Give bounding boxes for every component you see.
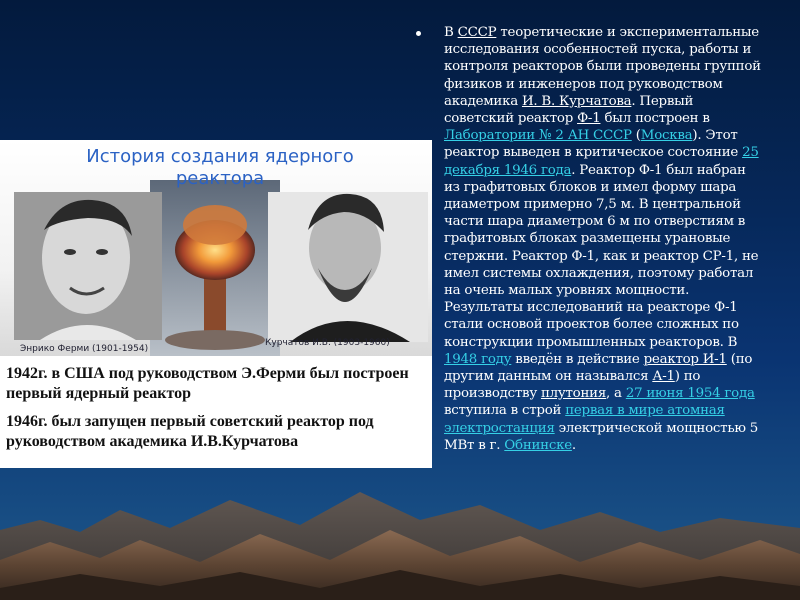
link-june-27-1954[interactable]: 27 июня 1954 года <box>625 386 755 402</box>
history-image-panel <box>0 140 432 468</box>
fact-1946: 1946г. был запущен первый советский реактор под руководством академика И.В.Курчатова <box>6 413 374 450</box>
link-moscow[interactable]: Москва <box>640 128 693 144</box>
text-run: В <box>444 25 458 40</box>
text-run: введён в действие <box>511 351 644 367</box>
text-run: . Реактор Ф-1 был набран из графитовых блоков и имел форму шара диаметром примерно 7,5 м. В центральной части шара диаметром 6 м по отверстиям в графитовых блоках размещены урановые стержни. Реактор Ф-1, как и реактор СР-1, не имел системы охлаждения, поэтому работал на очень малых уровнях мощности. Результаты исследований на реакторе Ф-1 стали основой проектов более сложных по конструкции промышленных реакторов. В <box>444 162 759 350</box>
fermi-caption: Энрико Ферми (1901-1954) <box>20 344 149 354</box>
link-1948[interactable]: 1948 году <box>444 351 512 367</box>
text-run: вступила в строй <box>444 403 566 419</box>
fact-1942: 1942г. в США под руководством Э.Ферми был построен первый ядерный реактор <box>6 365 409 402</box>
link-dec-25-1946[interactable]: 25 декабря 1946 года <box>444 145 759 178</box>
link-plutonium[interactable]: плутония <box>540 386 607 402</box>
text-run: ). Этот реактор выведен в критическое состояние <box>444 128 743 161</box>
text-run: . Первый советский реактор <box>444 93 694 127</box>
text-run: . <box>571 437 576 453</box>
text-run: теоретические и экспериментальные исследования особенностей пуска, работы и контроля реакторов были проведены группой физиков и инженеров под руководством академика <box>444 25 761 109</box>
link-f1[interactable]: Ф-1 <box>577 111 601 127</box>
link-a1[interactable]: А-1 <box>652 369 675 385</box>
text-run: электрической мощностью 5 МВт в г. <box>444 420 759 453</box>
bullet-icon <box>416 31 421 36</box>
panel-title: История создания ядерного реактора <box>86 146 354 189</box>
kurchatov-caption: Курчатов И.В. (1903-1960) <box>265 338 390 348</box>
link-kurchatov[interactable]: И. В. Курчатова <box>521 93 632 109</box>
link-first-nuclear-plant[interactable]: первая в мире атомная электростанция <box>444 403 725 436</box>
body-paragraph <box>444 24 764 454</box>
mountain-landscape <box>0 470 800 600</box>
link-ussr[interactable]: СССР <box>457 25 497 40</box>
link-obninsk[interactable]: Обнинске <box>504 437 572 453</box>
text-run: ) по производству <box>444 369 701 402</box>
link-laboratory-2[interactable]: Лаборатории № 2 АН СССР <box>444 128 632 144</box>
panel-facts <box>0 356 432 468</box>
text-run: , а <box>606 386 626 402</box>
text-run: был построен в <box>600 111 710 127</box>
link-reactor-i1[interactable]: реактор И-1 <box>643 351 727 367</box>
text-run: ( <box>631 128 641 144</box>
text-run: (по другим данным он назывался <box>444 351 753 385</box>
